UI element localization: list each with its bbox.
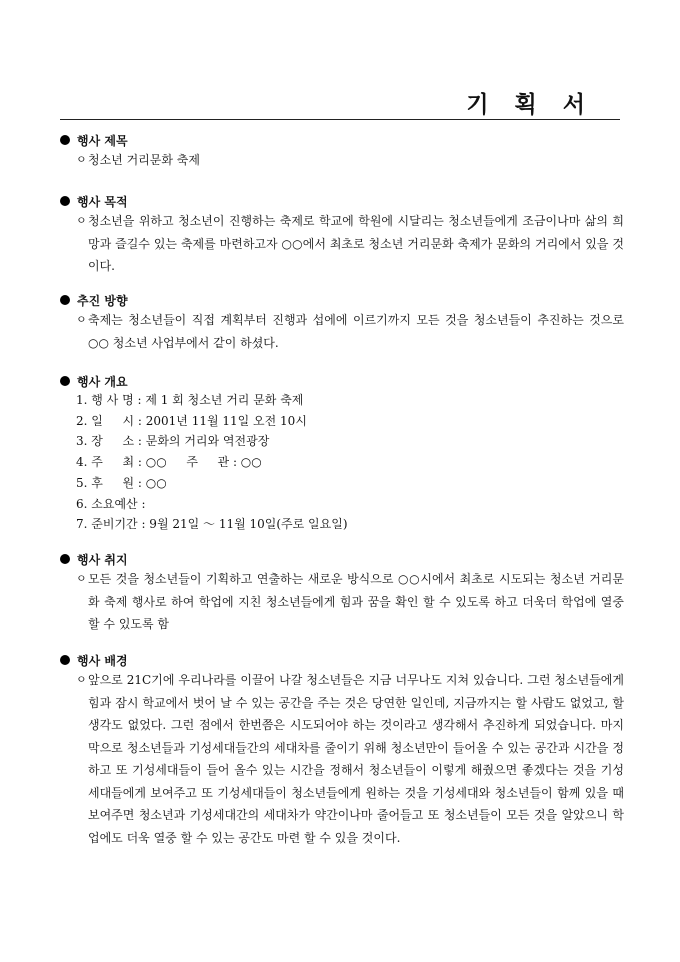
bullet-icon [60,295,70,305]
section-text: 축제는 청소년들이 직접 계획부터 진행과 섭에에 이르기까지 모든 것을 청소년들이 추진하는 것으로 ○○ 청소년 사업부에서 같이 하셨다. [88,313,624,350]
overview-row-prep-period: 7. 준비기간 : 9월 21일 ～ 11월 10일(주로 일요일) [76,517,348,532]
circle-marker: ㅇ [76,572,87,585]
bullet-icon [60,655,70,665]
section-heading: 추진 방향 [77,293,128,308]
section-heading: 행사 제목 [77,133,128,148]
section-event-purpose [60,192,624,278]
bullet-icon [60,376,70,386]
bullet-icon [60,135,70,145]
overview-row-host: 4. 주 최 : ○○ 주 관 : ○○ [76,455,262,470]
section-body [60,568,624,636]
section-background [60,651,624,849]
section-direction [60,291,624,354]
overview-row-sponsor: 5. 후 원 : ○○ [76,475,167,490]
overview-row-budget: 6. 소요예산 : [76,496,146,511]
section-body [60,669,624,849]
section-event-title [60,131,624,172]
document-title: 기 획 서 [466,91,594,118]
circle-marker: ㅇ [76,673,87,686]
section-body [60,149,624,172]
overview-row-name: 1. 행 사 명 : 제 1 회 청소년 거리 문화 축제 [76,393,304,407]
section-intent [60,550,624,636]
circle-marker: ㅇ [76,313,87,326]
section-text: 모든 것을 청소년들이 기획하고 연출하는 새로운 방식으로 ○○시에서 최초로 시도되는 청소년 거리문화 축제 행사로 하여 학업에 지친 청소년들에게 힘과 꿈을 확인 할 수 있도록 하고 더욱더 학업에 열중할 수 있도록 함 [88,572,624,631]
bullet-icon [60,554,70,564]
section-heading: 행사 취지 [77,552,128,567]
section-body [60,210,624,278]
section-heading: 행사 배경 [77,653,128,668]
bullet-icon [60,196,70,206]
section-heading: 행사 목적 [77,194,128,209]
title-rule [60,119,620,120]
section-text: 청소년을 위하고 청소년이 진행하는 축제로 학교에 학원에 시달리는 청소년들에게 조금이나마 삶의 희망과 즐길수 있는 축제를 마련하고자 ○○에서 최초로 청소년 거리문화 축제가 문화의 거리에서 있을 것이다. [88,214,624,273]
section-overview [60,372,624,535]
circle-marker: ㅇ [76,153,87,166]
section-text: 청소년 거리문화 축제 [88,153,200,167]
section-body [60,309,624,354]
circle-marker: ㅇ [76,214,87,227]
overview-row-place: 3. 장 소 : 문화의 거리와 역전광장 [76,434,270,449]
overview-list [76,390,624,535]
section-heading: 행사 개요 [77,374,128,389]
section-text: 앞으로 21C기에 우리나라를 이끌어 나갈 청소년들은 지금 너무나도 지쳐 있습니다. 그런 청소년들에게 힘과 잠시 학교에서 벗어 날 수 있는 공간을 주는 것은 당연한 일인데, 지금까지는 할 사람도 없었고, 할 생각도 없었다. 그런 점에서 한번쯤은 시도되어야 하는 것이라고 생각해서 추진하게 되었습니다. 마지막으로 청소년들과 기성세대들간의 세대차를 줄이기 위해 청소년만이 들어올 수 있는 공간과 시간을 정하고 또 기성세대들이 들어 올수 있는 시간을 정해서 청소년들이 이렇게 해줬으면 좋겠다는 것을 기성세대들에게 보여주고 또 기성세대들이 청소년들에게 원하는 것을 기성세대와 청소년들이 함께 있을 때 보여주면 청소년과 기성세대간의 세대차가 약간이나마 줄어들고 또 청소년들이 모든 것을 알았으니 학업에도 더욱 열중 할 수 있는 공간도 마련 할 수 있을 것이다. [88,673,624,845]
overview-row-date: 2. 일 시 : 2001년 11월 11일 오전 10시 [76,413,307,428]
